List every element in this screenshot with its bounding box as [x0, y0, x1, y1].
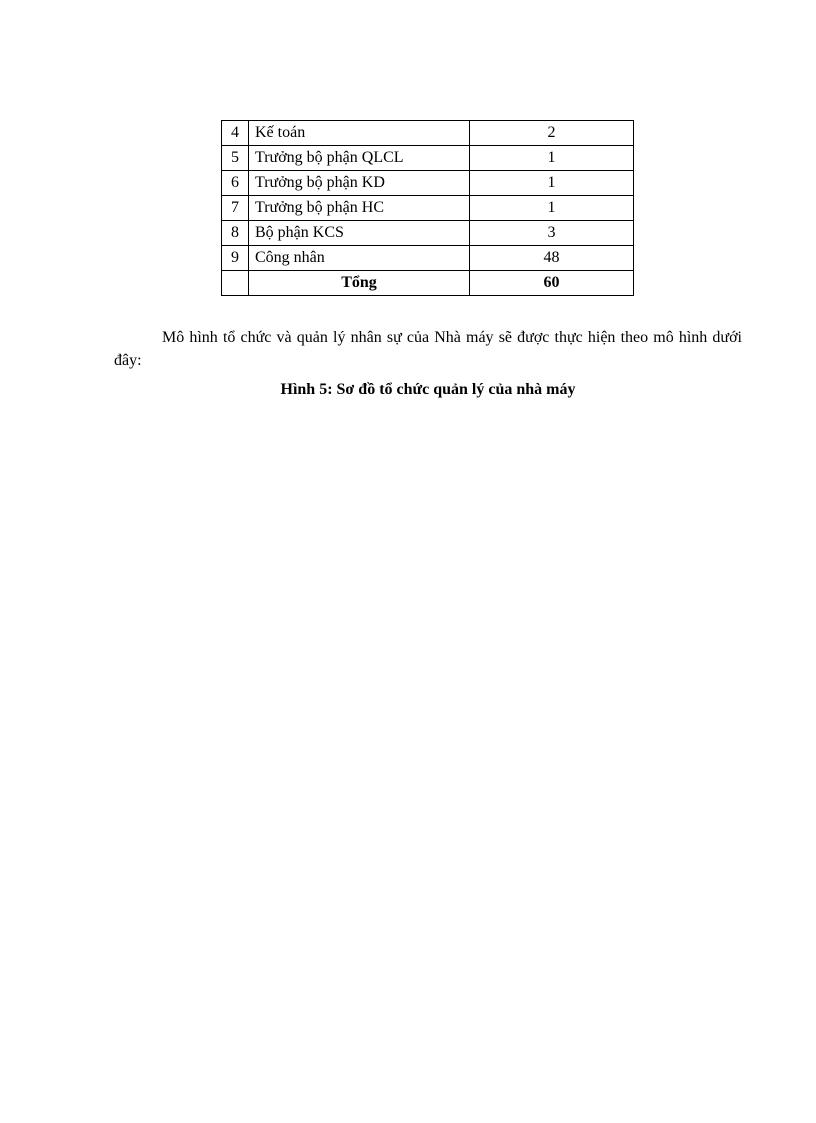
position-name: Trưởng bộ phận HC — [249, 196, 470, 221]
position-quantity: 1 — [470, 146, 634, 171]
table-total-row — [222, 271, 634, 296]
row-number: 7 — [222, 196, 249, 221]
total-quantity: 60 — [470, 271, 634, 296]
total-row-number — [222, 271, 249, 296]
position-name: Trưởng bộ phận KD — [249, 171, 470, 196]
position-name: Bộ phận KCS — [249, 221, 470, 246]
position-name: Trưởng bộ phận QLCL — [249, 146, 470, 171]
position-quantity: 1 — [470, 171, 634, 196]
row-number: 8 — [222, 221, 249, 246]
row-number: 9 — [222, 246, 249, 271]
table-row — [222, 246, 634, 271]
row-number: 5 — [222, 146, 249, 171]
row-number: 4 — [222, 121, 249, 146]
position-quantity: 2 — [470, 121, 634, 146]
figure-caption: Hình 5: Sơ đồ tổ chức quản lý của nhà máy — [280, 381, 576, 398]
row-number: 6 — [222, 171, 249, 196]
position-quantity: 48 — [470, 246, 634, 271]
position-quantity: 1 — [470, 196, 634, 221]
table-row — [222, 146, 634, 171]
position-quantity: 3 — [470, 221, 634, 246]
body-paragraph: Mô hình tổ chức và quản lý nhân sự của Nhà máy sẽ được thực hiện theo mô hình dưới đây: — [114, 329, 742, 369]
table-row — [222, 196, 634, 221]
staff-table — [221, 120, 634, 296]
table-row — [222, 121, 634, 146]
position-name: Công nhân — [249, 246, 470, 271]
position-name: Kế toán — [249, 121, 470, 146]
total-label: Tổng — [249, 271, 470, 296]
table-row — [222, 171, 634, 196]
table-row — [222, 221, 634, 246]
